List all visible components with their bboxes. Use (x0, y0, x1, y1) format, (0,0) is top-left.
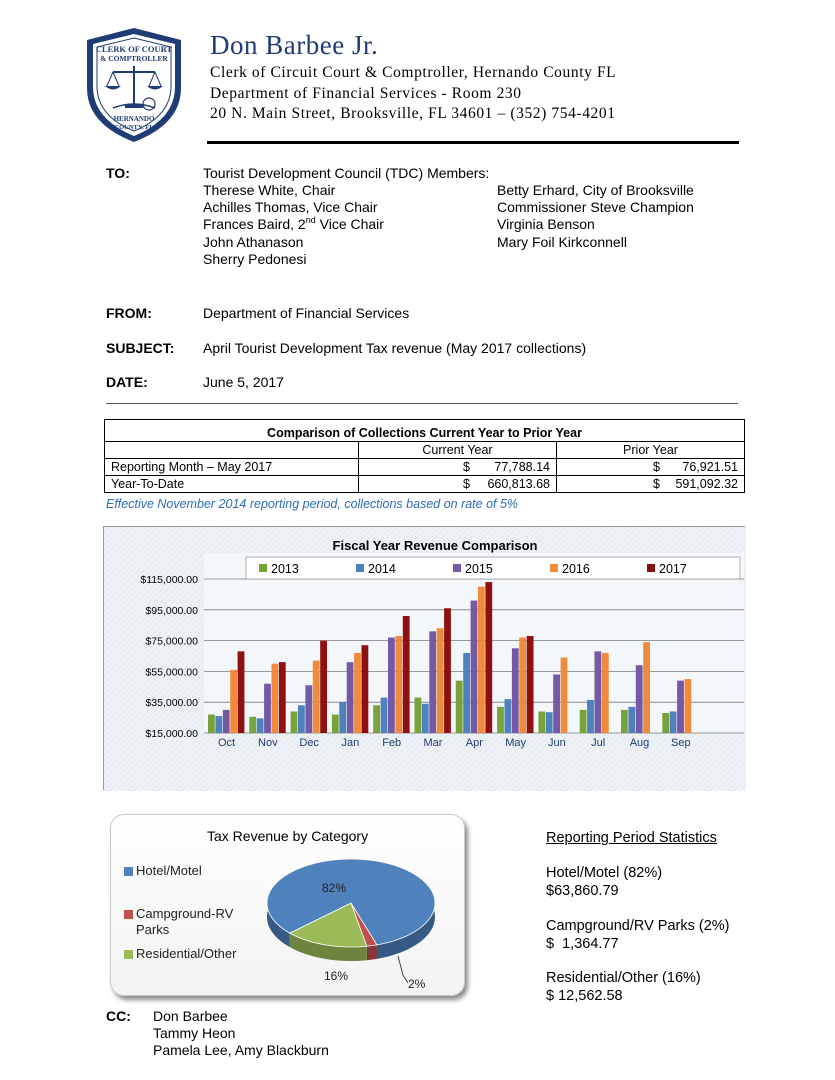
pie-leader-line (111, 815, 466, 997)
stat-residential-value: $ 12,562.58 (546, 988, 623, 1004)
bar-2015-nov (264, 684, 271, 733)
legend-label: 2016 (562, 562, 590, 576)
x-tick-label: Jan (341, 737, 360, 749)
bar-2016-sep (685, 679, 692, 733)
x-tick-label: May (505, 737, 526, 749)
bar-2017-jan (362, 645, 369, 733)
from-label: FROM: (106, 305, 152, 321)
to-label: TO: (106, 165, 130, 181)
legend-label: 2014 (368, 562, 396, 576)
member-left: John Athanason (203, 234, 304, 250)
prior-value: 591,092.32 (675, 477, 738, 491)
member-right: Commissioner Steve Champion (497, 199, 694, 215)
letterhead-divider (207, 141, 739, 144)
column-header-prior: Prior Year (557, 442, 745, 459)
subject-label: SUBJECT: (106, 340, 175, 356)
table-corner-cell (105, 442, 359, 459)
svg-text:HERNANDO: HERNANDO (113, 115, 155, 123)
bar-2015-jul (595, 651, 602, 733)
bar-2014-may (505, 699, 512, 733)
bar-2013-dec (291, 711, 298, 733)
bar-2013-jun (538, 711, 545, 733)
legend-swatch (356, 564, 364, 572)
bar-2014-jan (339, 702, 346, 733)
y-tick-label: $15,000.00 (145, 728, 198, 740)
y-tick-label: $35,000.00 (145, 697, 198, 710)
bar-2013-jul (580, 710, 587, 733)
bar-2015-aug (636, 665, 643, 733)
current-value: 660,813.68 (487, 477, 550, 491)
bar-2016-nov (272, 664, 279, 733)
bar-2015-mar (429, 631, 436, 733)
address-line: 20 N. Main Street, Brooksville, FL 34601 – (352) 754-4201 (210, 105, 616, 122)
bar-2017-may (527, 636, 534, 733)
stat-residential-label: Residential/Other (16%) (546, 970, 701, 986)
table-row (105, 459, 745, 476)
svg-text:& COMPTROLLER: & COMPTROLLER (100, 54, 168, 63)
stat-campground-value: $ 1,364.77 (546, 936, 619, 952)
bar-2015-jun (553, 674, 560, 733)
legend-swatch (550, 564, 558, 572)
x-tick-label: Sep (671, 737, 691, 749)
legend-swatch (453, 564, 461, 572)
bar-2016-mar (437, 628, 444, 733)
cc-recipient: Pamela Lee, Amy Blackburn (153, 1042, 329, 1058)
x-tick-label: Feb (382, 737, 402, 749)
bar-2014-dec (298, 705, 305, 733)
stat-campground-label: Campground/RV Parks (2%) (546, 918, 730, 934)
row-label: Year-To-Date (105, 476, 359, 493)
bar-2017-mar (444, 608, 451, 733)
bar-2015-feb (388, 638, 395, 733)
pie-label-hotel: 82% (322, 881, 347, 895)
y-tick-label: $95,000.00 (145, 604, 198, 617)
pie-label-campground: 2% (408, 977, 426, 991)
member-right: Virginia Benson (497, 216, 595, 232)
x-tick-label: Mar (423, 737, 443, 749)
stats-title: Reporting Period Statistics (546, 830, 717, 846)
to-intro: Tourist Development Council (TDC) Members: (203, 165, 490, 181)
row-label: Reporting Month – May 2017 (105, 459, 359, 476)
legend-label: 2013 (271, 562, 299, 576)
bar-2014-aug (628, 707, 635, 733)
bar-2013-mar (415, 698, 422, 733)
from-value: Department of Financial Services (203, 305, 410, 321)
stat-hotel-label: Hotel/Motel (82%) (546, 865, 663, 881)
stat-hotel-value: $63,860.79 (546, 883, 619, 899)
subject-value: April Tourist Development Tax revenue (May 2017 collections) (203, 340, 587, 356)
bar-2015-may (512, 648, 519, 733)
legend-swatch (647, 564, 655, 572)
member-left: Therese White, Chair (203, 182, 336, 198)
bar-2014-jun (546, 712, 553, 733)
bar-2015-dec (305, 685, 312, 733)
y-tick-label: $75,000.00 (145, 635, 198, 648)
collections-comparison-table (104, 419, 745, 493)
bar-2013-oct (208, 715, 215, 733)
pie-label-residential: 16% (324, 969, 349, 983)
date-value: June 5, 2017 (203, 374, 284, 390)
member-right: Mary Foil Kirkconnell (497, 234, 627, 250)
bar-2015-apr (471, 601, 478, 733)
chart-title: Fiscal Year Revenue Comparison (332, 538, 538, 553)
bar-2016-oct (230, 670, 237, 733)
bar-2015-jan (347, 662, 354, 733)
bar-2017-nov (279, 662, 286, 733)
bar-2016-dec (313, 661, 320, 733)
pie-title: Tax Revenue by Category (207, 828, 369, 844)
bar-2017-apr (485, 582, 492, 733)
bar-2014-nov (257, 718, 264, 733)
x-tick-label: Jul (591, 737, 606, 749)
bar-chart-svg (104, 527, 746, 791)
currency-sign: $ (463, 477, 470, 491)
member-right: Betty Erhard, City of Brooksville (497, 182, 694, 198)
current-value: 77,788.14 (494, 460, 550, 474)
legend-label: Hotel/Motel (136, 863, 202, 878)
bar-2015-oct (223, 710, 230, 733)
member-left: Achilles Thomas, Vice Chair (203, 199, 378, 215)
tax-revenue-by-category-chart (110, 814, 465, 996)
cc-recipient: Don Barbee (153, 1008, 228, 1024)
legend-swatch (259, 564, 267, 572)
bar-2014-feb (381, 698, 388, 733)
rate-note: Effective November 2014 reporting period, collections based on rate of 5% (106, 497, 519, 511)
column-header-current: Current Year (359, 442, 557, 459)
svg-text:COUNTY, FL: COUNTY, FL (114, 124, 154, 131)
legend-label: 2015 (465, 562, 493, 576)
currency-sign: $ (653, 477, 660, 491)
bar-2013-feb (373, 705, 380, 733)
date-label: DATE: (106, 374, 148, 390)
x-tick-label: Aug (629, 737, 650, 749)
bar-2017-feb (403, 616, 410, 733)
bar-2013-nov (249, 717, 256, 733)
svg-text:CLERK OF COURT: CLERK OF COURT (95, 44, 173, 54)
bar-2014-mar (422, 704, 429, 733)
table-row (105, 476, 745, 493)
legend-label: 2017 (659, 562, 687, 576)
y-tick-label: $115,000.00 (140, 574, 198, 586)
bar-2017-oct (238, 651, 245, 733)
member-left: Sherry Pedonesi (203, 251, 307, 267)
bar-2013-aug (621, 710, 628, 733)
currency-sign: $ (653, 460, 660, 474)
prior-value: 76,921.51 (682, 460, 738, 474)
currency-sign: $ (463, 460, 470, 474)
bar-2014-jul (587, 700, 594, 733)
ordinal-suffix: nd (305, 215, 316, 225)
x-tick-label: Dec (299, 737, 319, 749)
bar-2016-aug (643, 642, 650, 733)
clerk-name: Don Barbee Jr. (210, 30, 379, 60)
legend-label: Campground-RV (136, 906, 234, 921)
x-tick-label: Jun (548, 737, 566, 749)
cc-label: CC: (106, 1008, 131, 1024)
department-line: Department of Financial Services - Room 230 (210, 85, 522, 102)
member-left: Frances Baird, 2nd Vice Chair (203, 215, 384, 232)
memo-divider (106, 403, 738, 404)
bar-2014-oct (215, 716, 222, 733)
bar-2016-jun (561, 658, 568, 733)
table-title: Comparison of Collections Current Year to Prior Year (105, 420, 745, 442)
x-tick-label: Oct (217, 737, 236, 749)
bar-2017-dec (320, 641, 327, 733)
bar-2013-sep (662, 713, 669, 733)
bar-2014-apr (463, 653, 470, 733)
bar-2016-feb (395, 636, 402, 733)
fiscal-year-revenue-chart (103, 526, 745, 790)
clerk-title: Clerk of Circuit Court & Comptroller, Hernando County FL (210, 64, 617, 81)
bar-2016-jan (354, 653, 361, 733)
bar-2014-sep (670, 711, 677, 733)
legend-label: Residential/Other (136, 946, 237, 961)
x-tick-label: Apr (465, 737, 483, 749)
y-tick-label: $55,000.00 (145, 666, 198, 679)
legend-label: Parks (136, 922, 170, 937)
bar-2013-apr (456, 681, 463, 733)
bar-2016-may (519, 638, 526, 733)
bar-2013-jan (332, 715, 339, 733)
bar-2016-apr (478, 587, 485, 733)
clerk-seal-logo (83, 26, 185, 144)
cc-recipient: Tammy Heon (153, 1025, 236, 1041)
bar-2016-jul (602, 653, 609, 733)
bar-2013-may (497, 707, 504, 733)
bar-2015-sep (677, 681, 684, 733)
x-tick-label: Nov (258, 737, 278, 749)
